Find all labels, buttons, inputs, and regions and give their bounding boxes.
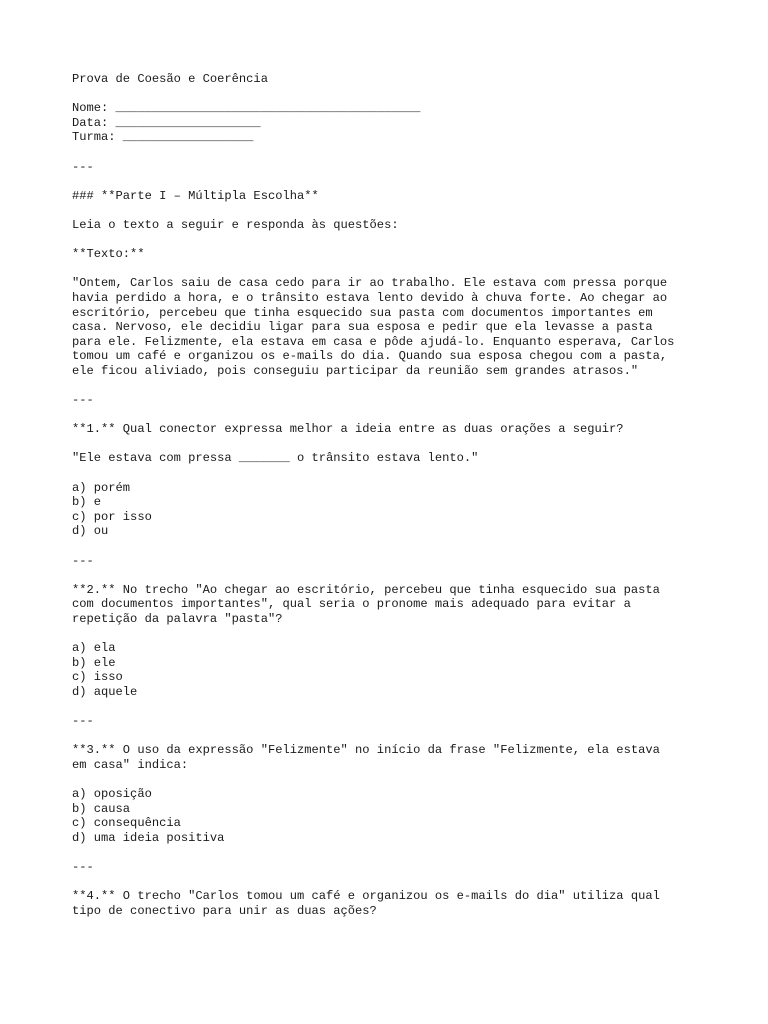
spacer [72, 408, 712, 423]
document-page [72, 72, 712, 918]
date-field-line: Data: ____________________ [72, 115, 261, 130]
question-prompt: repetição da palavra "pasta"? [72, 611, 283, 626]
answer-option: a) oposição [72, 787, 152, 802]
answer-option: c) consequência [72, 816, 181, 831]
reading-text-line: "Ontem, Carlos saiu de casa cedo para ir ao trabalho. Ele estava com pressa porque [72, 276, 668, 291]
spacer [72, 203, 712, 218]
answer-option: d) uma ideia positiva [72, 830, 225, 845]
separator: --- [72, 393, 94, 408]
text-label: **Texto:** [72, 247, 145, 262]
class-field-line: Turma: __________________ [72, 130, 254, 145]
spacer [72, 539, 712, 554]
separator: --- [72, 860, 94, 875]
reading-text [72, 276, 712, 378]
spacer [72, 466, 712, 481]
answer-option: c) por isso [72, 509, 152, 524]
spacer [72, 87, 712, 102]
spacer [72, 700, 712, 715]
answer-option: b) causa [72, 801, 131, 816]
reading-text-line: escritório, percebeu que tinha esquecido sua pasta com documentos importantes em [72, 305, 653, 320]
part1-instruction: Leia o texto a seguir e responda às questões: [72, 217, 399, 232]
reading-text-line: para ele. Felizmente, ela estava em casa e pôde ajudá-lo. Enquanto esperava, Carlos [72, 334, 675, 349]
separator: --- [72, 159, 94, 174]
answer-option: b) e [72, 495, 102, 510]
spacer [72, 627, 712, 642]
question-prompt: com documentos importantes", qual seria o pronome mais adequado para evitar a [72, 597, 631, 612]
spacer [72, 729, 712, 744]
spacer [72, 437, 712, 452]
spacer [72, 773, 712, 788]
spacer [72, 378, 712, 393]
spacer [72, 568, 712, 583]
spacer [72, 845, 712, 860]
spacer [72, 875, 712, 890]
answer-option: a) porém [72, 480, 131, 495]
question-2 [72, 583, 712, 700]
answer-option: b) ele [72, 655, 116, 670]
spacer [72, 262, 712, 277]
question-1 [72, 422, 712, 539]
separator: --- [72, 553, 94, 568]
question-3 [72, 743, 712, 845]
answer-option: a) ela [72, 641, 116, 656]
question-prompt: em casa" indica: [72, 757, 189, 772]
part1-heading: ### **Parte I – Múltipla Escolha** [72, 188, 319, 203]
reading-text-line: ele ficou aliviado, pois conseguiu participar da reunião sem grandes atrasos." [72, 363, 639, 378]
question-prompt: **4.** O trecho "Carlos tomou um café e organizou os e-mails do dia" utiliza qual [72, 889, 660, 904]
question-quote: "Ele estava com pressa _______ o trânsito estava lento." [72, 451, 479, 466]
answer-option: c) isso [72, 670, 123, 685]
reading-text-line: casa. Nervoso, ele decidiu ligar para sua esposa e pedir que ela levasse a pasta [72, 320, 653, 335]
question-prompt: **1.** Qual conector expressa melhor a ideia entre as duas orações a seguir? [72, 422, 624, 437]
name-field-line: Nome: __________________________________________ [72, 101, 421, 116]
reading-text-line: havia perdido a hora, e o trânsito estava lento devido à chuva forte. Ao chegar ao [72, 290, 668, 305]
answer-option: d) aquele [72, 684, 138, 699]
spacer [72, 233, 712, 248]
separator: --- [72, 714, 94, 729]
reading-text-line: tomou um café e organizou os e-mails do dia. Quando sua esposa chegou com a pasta, [72, 349, 668, 364]
document-title: Prova de Coesão e Coerência [72, 72, 268, 86]
question-prompt: **3.** O uso da expressão "Felizmente" no início da frase "Felizmente, ela estava [72, 743, 660, 758]
spacer [72, 174, 712, 189]
question-prompt: tipo de conectivo para unir as duas ações? [72, 903, 377, 918]
question-prompt: **2.** No trecho "Ao chegar ao escritório, percebeu que tinha esquecido sua pasta [72, 582, 660, 597]
answer-option: d) ou [72, 524, 109, 539]
question-4 [72, 889, 712, 918]
spacer [72, 145, 712, 160]
